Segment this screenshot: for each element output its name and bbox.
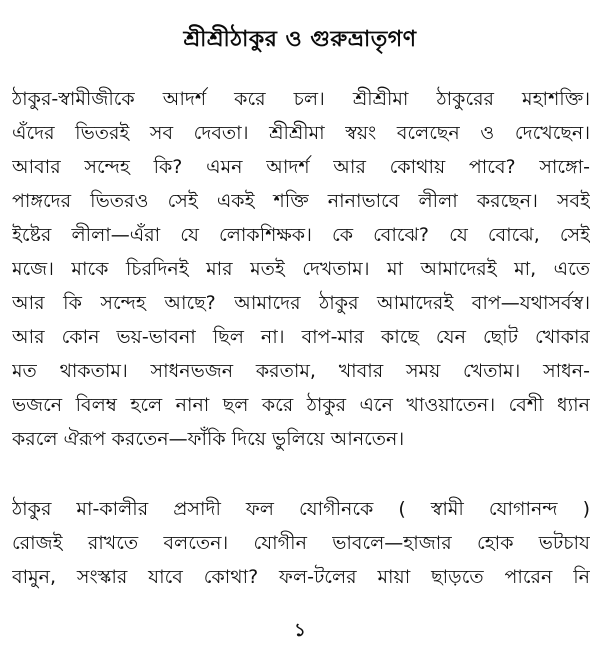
chapter-title: শ্রীশ্রীঠাকুর ও গুরুভ্রাতৃগণ	[183, 27, 417, 52]
text-line: মজে। মাকে চিরদিনই মার মতই দেখতাম। মা আমাদেরই মা, এতে	[12, 258, 590, 280]
page-number: ১	[294, 620, 306, 641]
text-line: ঠাকুর মা-কালীর প্রসাদী ফল যোগীনকে ( স্বামী যোগানন্দ )	[12, 498, 590, 520]
paragraph-1	[12, 82, 590, 456]
text-line: মত থাকতাম। সাধনভজন করতাম, খাবার সময় খেতাম। সাধন-	[12, 360, 590, 382]
text-line: রোজই রাখতে বলতেন। যোগীন ভাবলে—হাজার হোক ভটচায	[12, 532, 590, 554]
text-line: ইষ্টের লীলা—এঁরা যে লোকশিক্ষক। কে বোঝে? যে বোঝে, সেই	[12, 224, 590, 246]
text-line: আর কোন ভয়-ভাবনা ছিল না। বাপ-মার কাছে যেন ছোট খোকার	[12, 326, 590, 348]
text-line: আর কি সন্দেহ আছে? আমাদের ঠাকুর আমাদেরই বাপ—যথাসর্বস্ব।	[12, 292, 590, 314]
text-line: পাঙ্গদের ভিতরও সেই একই শক্তি নানাভাবে লীলা করছেন। সবই	[12, 190, 590, 212]
text-line: ঠাকুর-স্বামীজীকে আদর্শ করে চল। শ্রীশ্রীমা ঠাকুরের মহাশক্তি।	[12, 88, 590, 110]
text-line: এঁদের ভিতরই সব দেবতা। শ্রীশ্রীমা স্বয়ং বলেছেন ও দেখেছেন।	[12, 122, 590, 144]
text-line: করলে ঐরূপ করতেন—ফাঁকি দিয়ে ভুলিয়ে আনতেন।	[12, 428, 405, 450]
text-line: ভজনে বিলম্ব হলে নানা ছল করে ঠাকুর এনে খাওয়াতেন। বেশী ধ্যান	[12, 394, 590, 416]
paragraph-2	[12, 492, 590, 594]
text-line: আবার সন্দেহ কি? এমন আদর্শ আর কোথায় পাবে? সাঙ্গো-	[12, 156, 590, 178]
text-line: বামুন, সংস্কার যাবে কোথা? ফল-টলের মায়া ছাড়তে পারেন নি	[12, 566, 590, 588]
